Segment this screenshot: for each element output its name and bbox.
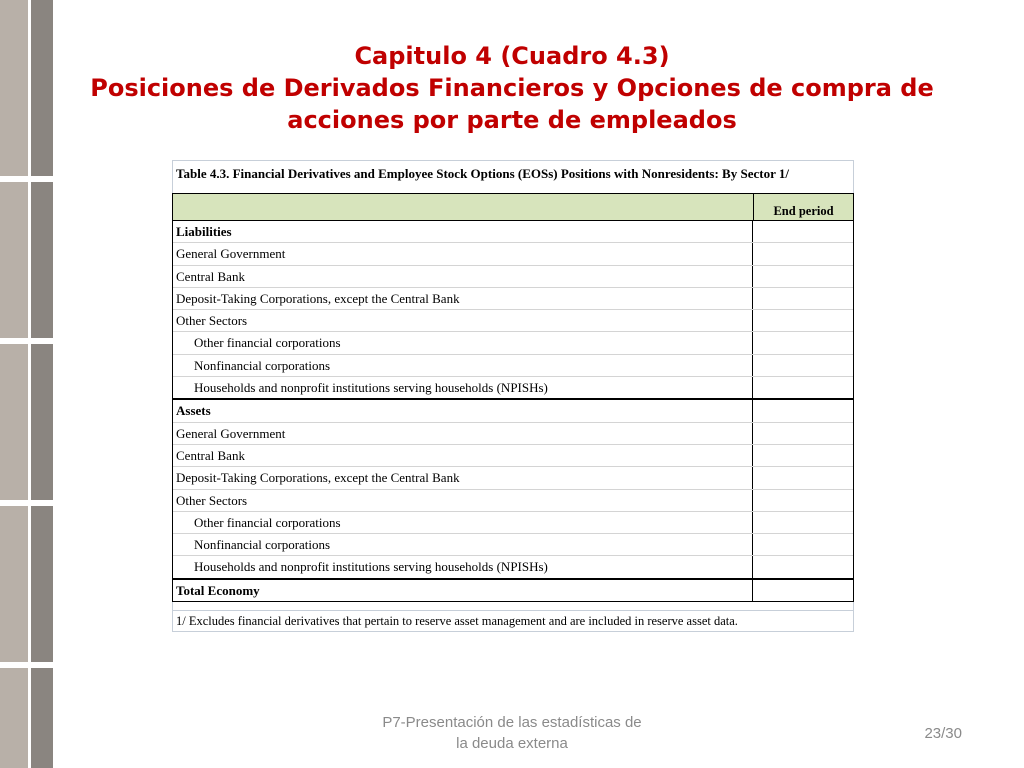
row-label: General Government [173,423,753,444]
table-row [173,266,853,288]
value-cell [753,310,853,331]
stripe-gap [0,662,60,668]
row-label: Deposit-Taking Corporations, except the Central Bank [173,467,753,488]
value-cell [753,243,853,264]
value-cell [753,467,853,488]
value-cell [753,445,853,466]
table-row [173,332,853,354]
section-label-assets: Assets [173,400,753,421]
table-row [173,490,853,512]
assets-group [172,399,854,578]
row-label: Other financial corporations [173,332,753,353]
row-label: General Government [173,243,753,264]
table-row [173,445,853,467]
table-row [173,423,853,445]
value-cell [753,490,853,511]
slide-title [60,40,964,136]
value-cell [753,221,853,242]
value-cell [753,266,853,287]
table-row [173,310,853,332]
decorative-stripe [31,0,53,768]
title-line-3: acciones por parte de empleados [287,106,737,134]
row-label: Households and nonprofit institutions serving households (NPISHs) [173,556,753,577]
value-cell [753,355,853,376]
section-label-liabilities: Liabilities [173,221,753,242]
value-cell [753,332,853,353]
value-cell [753,556,853,577]
row-label: Nonfinancial corporations [173,355,753,376]
title-line-2: Posiciones de Derivados Financieros y Opciones de compra de [90,74,934,102]
table-row [173,556,853,577]
value-cell [753,534,853,555]
row-label: Other financial corporations [173,512,753,533]
table-row [173,512,853,534]
value-cell [753,423,853,444]
value-cell [753,377,853,398]
table-row [173,400,853,422]
footer-line-2: la deuda externa [456,735,568,752]
row-label: Central Bank [173,266,753,287]
table-footnote: 1/ Excludes financial derivatives that pertain to reserve asset management and are included in reserve asset data. [172,610,854,632]
table-row [173,355,853,377]
page-number: 23/30 [924,725,962,742]
slide-footer [352,712,672,754]
liabilities-group [172,221,854,399]
row-label: Central Bank [173,445,753,466]
row-label: Deposit-Taking Corporations, except the Central Bank [173,288,753,309]
footer-line-1: P7-Presentación de las estadísticas de [382,714,642,731]
left-decorative-bars [0,0,60,768]
table-caption: Table 4.3. Financial Derivatives and Employee Stock Options (EOSs) Positions with Nonresidents: By Sector 1/ [172,160,854,187]
table-4-3 [172,160,854,632]
table-row [173,377,853,398]
row-label: Nonfinancial corporations [173,534,753,555]
value-cell [753,288,853,309]
total-label: Total Economy [173,580,753,601]
table-row [173,288,853,310]
title-line-1: Capitulo 4 (Cuadro 4.3) [354,42,670,70]
table-row [173,534,853,556]
value-cell [753,580,853,601]
decorative-stripe [0,0,28,768]
stripe-gap [0,500,60,506]
table-row [173,221,853,243]
blank-row [172,602,854,610]
header-label-cell [173,194,754,220]
row-label: Households and nonprofit institutions serving households (NPISHs) [173,377,753,398]
column-header-end-period: End period [773,204,834,218]
table-row [173,243,853,265]
value-cell [753,512,853,533]
table-row [173,467,853,489]
row-label: Other Sectors [173,310,753,331]
total-economy-row [172,579,854,602]
table-header-row [172,193,854,221]
stripe-gap [0,176,60,182]
stripe-gap [0,338,60,344]
row-label: Other Sectors [173,490,753,511]
value-cell [753,400,853,421]
